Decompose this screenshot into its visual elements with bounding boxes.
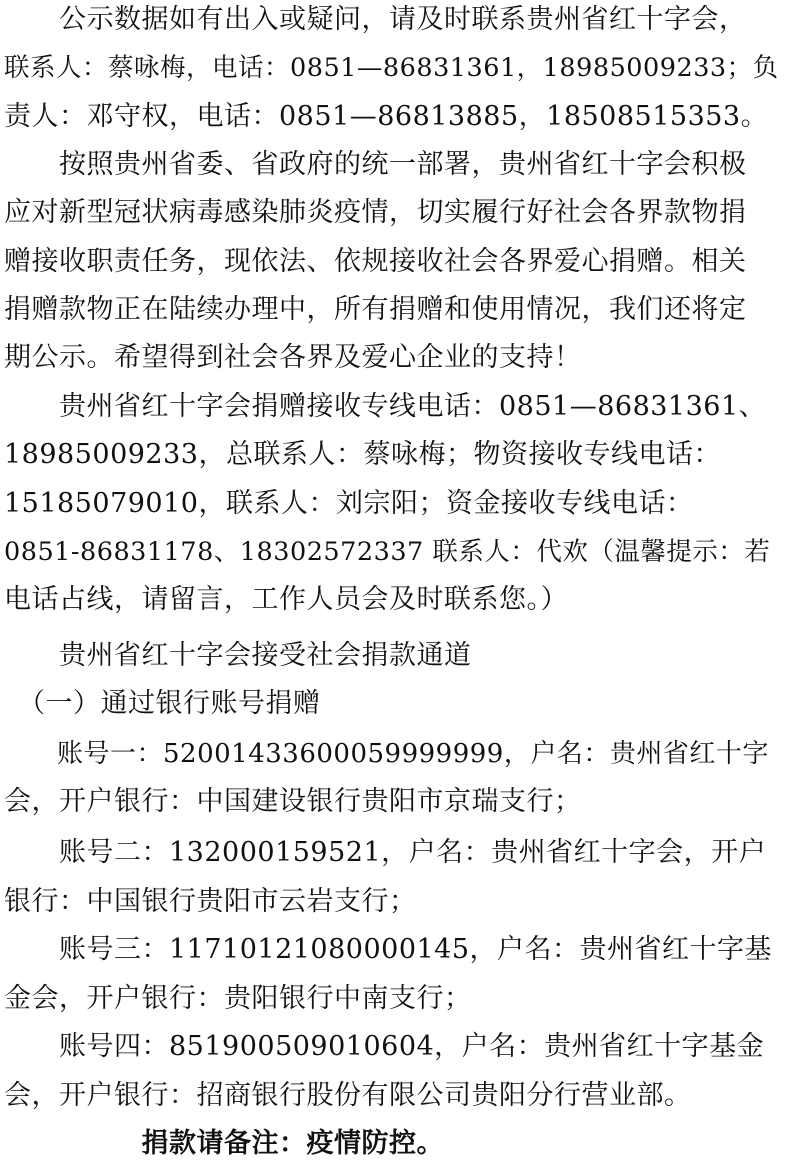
text-line: 金会，开户银行：贵阳银行中南支行； bbox=[4, 983, 472, 1014]
text-line: 账号四：851900509010604，户名：贵州省红十字基金 bbox=[4, 1031, 765, 1062]
text-line: 责人：邓守权，电话：0851—86813885，18508515353。 bbox=[4, 101, 769, 132]
text-line: 期公示。希望得到社会各界及爱心企业的支持！ bbox=[4, 342, 582, 373]
subsection-heading: （一）通过银行账号捐赠 bbox=[4, 688, 321, 719]
text-line: 18985009233，总联系人：蔡咏梅；物资接收专线电话： bbox=[4, 439, 721, 470]
text-line: 电话占线，请留言，工作人员会及时联系您。） bbox=[4, 584, 568, 615]
text-line: 赠接收职责任务，现依法、依规接收社会各界爱心捐赠。相关 bbox=[4, 246, 747, 277]
text-line: 银行：中国银行贵阳市云岩支行； bbox=[4, 886, 417, 917]
text-line: 捐赠款物正在陆续办理中，所有捐赠和使用情况，我们还将定 bbox=[4, 294, 747, 325]
section-heading: 贵州省红十字会接受社会捐款通道 bbox=[4, 640, 472, 671]
donation-note: 捐款请备注：疫情防控。 bbox=[4, 1128, 444, 1159]
text-line: 账号一：52001433600059999999，户名：贵州省红十字 bbox=[4, 739, 769, 769]
text-line: 联系人：蔡咏梅，电话：0851—86831361，18985009233；负 bbox=[4, 53, 779, 83]
text-line: 账号二：132000159521，户名：贵州省红十字会，开户 bbox=[4, 837, 767, 868]
text-line: 会，开户银行：招商银行股份有限公司贵阳分行营业部。 bbox=[4, 1080, 692, 1111]
text-line: 贵州省红十字会捐赠接收专线电话：0851—86831361、 bbox=[4, 391, 767, 422]
text-line: 0851-86831178、18302572337 联系人：代欢（温馨提示：若 bbox=[4, 537, 771, 567]
text-line: 按照贵州省委、省政府的统一部署，贵州省红十字会积极 bbox=[4, 149, 747, 180]
text-line: 应对新型冠状病毒感染肺炎疫情，切实履行好社会各界款物捐 bbox=[4, 197, 747, 228]
text-line: 公示数据如有出入或疑问，请及时联系贵州省红十字会， bbox=[4, 4, 747, 35]
text-line: 会，开户银行：中国建设银行贵阳市京瑞支行； bbox=[4, 786, 582, 817]
text-line: 账号三：11710121080000145，户名：贵州省红十字基 bbox=[4, 934, 773, 965]
text-line: 15185079010，联系人：刘宗阳；资金接收专线电话： bbox=[4, 488, 694, 519]
